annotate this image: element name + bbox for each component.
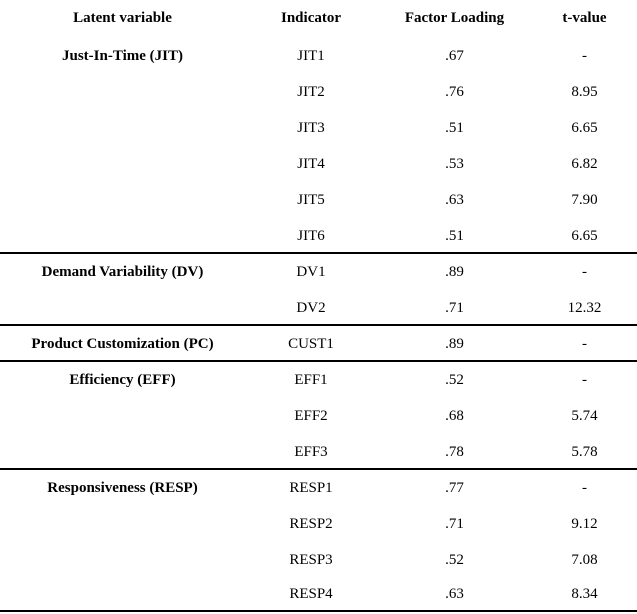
indicator-cell: RESP1 [289, 480, 333, 496]
t-value-cell: 7.08 [571, 552, 598, 568]
t-value-cell: 9.12 [571, 516, 598, 532]
indicator-cell: CUST1 [288, 336, 334, 352]
header-row [0, 0, 637, 36]
table-row [0, 434, 637, 470]
table-row [0, 398, 637, 434]
t-value-cell: - [582, 372, 587, 388]
t-value-cell: 6.82 [571, 156, 598, 172]
t-value-cell: - [582, 336, 587, 352]
indicator-cell: RESP3 [289, 552, 333, 568]
loading-cell: .52 [445, 552, 464, 568]
table-bottom-rule [0, 610, 637, 612]
t-value-cell: 6.65 [571, 228, 598, 244]
table-row [0, 254, 637, 290]
loading-cell: .76 [445, 84, 464, 100]
loading-cell: .71 [445, 300, 464, 316]
table-row [0, 506, 637, 542]
indicator-cell: JIT2 [297, 84, 325, 100]
header-t-value: t-value [562, 10, 607, 26]
table-row [0, 362, 637, 398]
loading-cell: .63 [445, 586, 464, 602]
table-row [0, 146, 637, 182]
indicator-cell: EFF3 [294, 444, 328, 460]
loading-cell: .63 [445, 192, 464, 208]
indicator-cell: DV1 [296, 264, 326, 280]
t-value-cell: - [582, 264, 587, 280]
loading-cell: .78 [445, 444, 464, 460]
table-row [0, 182, 637, 218]
t-value-cell: 8.34 [571, 586, 598, 602]
indicator-cell: JIT4 [297, 156, 325, 172]
t-value-cell: 7.90 [571, 192, 598, 208]
indicator-cell: JIT3 [297, 120, 325, 136]
t-value-cell: 5.74 [571, 408, 598, 424]
t-value-cell: 8.95 [571, 84, 598, 100]
loading-cell: .51 [445, 228, 464, 244]
loading-cell: .67 [445, 48, 464, 64]
loading-cell: .52 [445, 372, 464, 388]
loading-cell: .89 [445, 264, 464, 280]
indicator-cell: DV2 [296, 300, 326, 316]
indicator-cell: EFF1 [294, 372, 328, 388]
indicator-cell: JIT1 [297, 48, 325, 64]
header-latent-variable: Latent variable [73, 10, 172, 26]
t-value-cell: - [582, 480, 587, 496]
loading-cell: .53 [445, 156, 464, 172]
table-row [0, 470, 637, 506]
latent-variable-name: Responsiveness (RESP) [47, 480, 198, 496]
latent-variable-name: Demand Variability (DV) [41, 264, 204, 280]
latent-variable-name: Just-In-Time (JIT) [62, 48, 183, 64]
table-row [0, 290, 637, 326]
loading-cell: .51 [445, 120, 464, 136]
header-factor-loading: Factor Loading [404, 10, 505, 26]
table-row [0, 74, 637, 110]
header-indicator: Indicator [281, 10, 341, 26]
latent-variable-name: Product Customization (PC) [31, 336, 214, 352]
loading-cell: .71 [445, 516, 464, 532]
loading-cell: .77 [445, 480, 464, 496]
loading-cell: .68 [445, 408, 464, 424]
indicator-cell: JIT5 [297, 192, 325, 208]
indicator-cell: JIT6 [297, 228, 325, 244]
table-row [0, 110, 637, 146]
indicator-cell: RESP2 [289, 516, 333, 532]
indicator-cell: RESP4 [289, 586, 333, 602]
t-value-cell: 5.78 [571, 444, 598, 460]
t-value-cell: 6.65 [571, 120, 598, 136]
latent-variable-name: Efficiency (EFF) [69, 372, 176, 388]
table-row [0, 576, 637, 612]
table-row [0, 326, 637, 362]
table-row [0, 218, 637, 254]
t-value-cell: 12.32 [567, 300, 602, 316]
loading-cell: .89 [445, 336, 464, 352]
t-value-cell: - [582, 48, 587, 64]
indicator-cell: EFF2 [294, 408, 328, 424]
table-row [0, 542, 637, 578]
table-row [0, 38, 637, 74]
